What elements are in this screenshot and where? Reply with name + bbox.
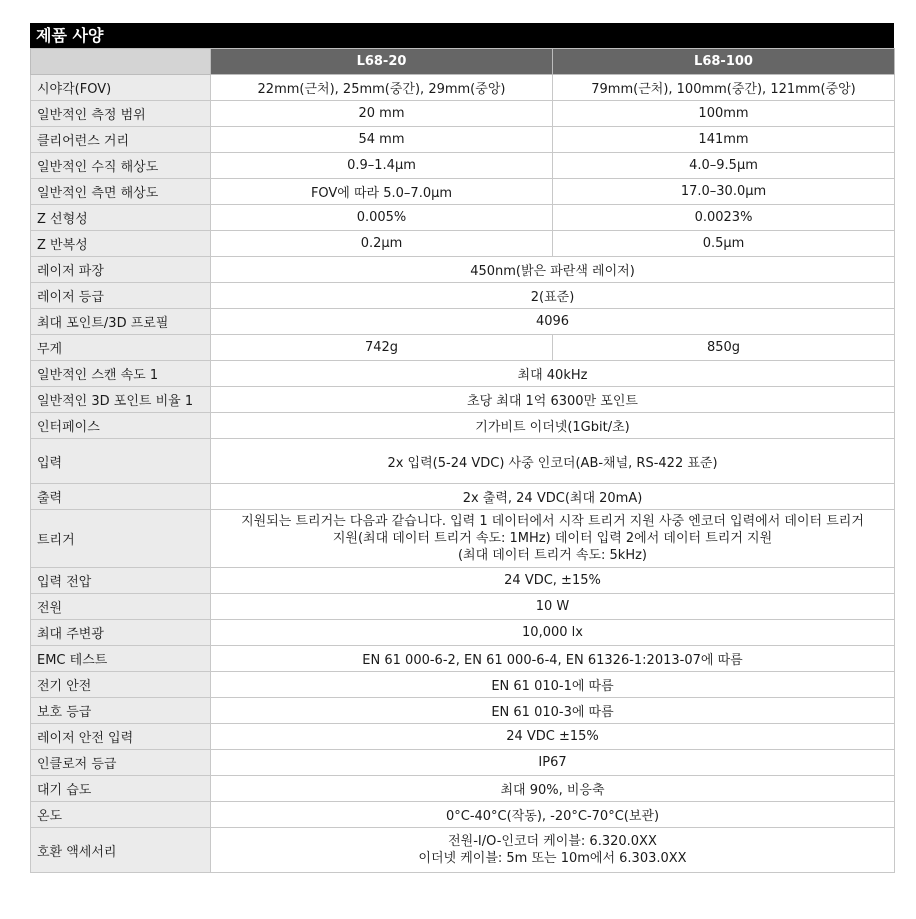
spec-label: 인터페이스 [31,413,211,439]
spec-value-shared: IP67 [211,750,895,776]
spec-value-line: 전원-I/O-인코더 케이블: 6.320.0XX [448,834,657,849]
spec-value-shared [211,828,895,873]
spec-label: 레이저 등급 [31,283,211,309]
spec-label: 레이저 안전 입력 [31,724,211,750]
spec-value-shared: 0°C-40°C(작동), -20°C-70°C(보관) [211,802,895,828]
spec-label: 보호 등급 [31,698,211,724]
spec-value-l68-20: 0.9–1.4µm [211,153,553,179]
table-row [31,413,895,439]
spec-label: 최대 포인트/3D 프로필 [31,309,211,335]
table-row [31,309,895,335]
column-header-l68-20: L68-20 [211,49,553,75]
table-row [31,387,895,413]
table-row [31,510,895,568]
spec-label: 온도 [31,802,211,828]
table-row [31,257,895,283]
spec-value-shared: 최대 40kHz [211,361,895,387]
spec-value-shared: EN 61 010-1에 따름 [211,672,895,698]
spec-label: 트리거 [31,510,211,568]
table-row [31,439,895,484]
spec-label: 일반적인 3D 포인트 비율 1 [31,387,211,413]
table-header-row [31,49,895,75]
spec-value-l68-100: 79mm(근처), 100mm(중간), 121mm(중앙) [553,75,895,101]
spec-value-l68-100: 0.0023% [553,205,895,231]
table-row [31,698,895,724]
spec-value-shared: 24 VDC ±15% [211,724,895,750]
spec-value-line: 지원되는 트리거는 다음과 같습니다. 입력 1 데이터에서 시작 트리거 지원 사중 엔코더 입력에서 데이터 트리거 [241,514,864,529]
spec-label: 최대 주변광 [31,620,211,646]
spec-value-shared: EN 61 010-3에 따름 [211,698,895,724]
spec-label: 일반적인 측면 해상도 [31,179,211,205]
spec-value-shared: EN 61 000-6-2, EN 61 000-6-4, EN 61326-1:2013-07에 따름 [211,646,895,672]
table-row [31,75,895,101]
spec-label: 출력 [31,484,211,510]
spec-value-l68-100: 850g [553,335,895,361]
table-row [31,646,895,672]
table-row [31,594,895,620]
spec-label: 레이저 파장 [31,257,211,283]
spec-value-l68-20: 742g [211,335,553,361]
spec-label: Z 선형성 [31,205,211,231]
table-row [31,620,895,646]
table-row [31,101,895,127]
table-row [31,672,895,698]
spec-value-l68-20: FOV에 따라 5.0–7.0µm [211,179,553,205]
spec-table [30,48,895,873]
column-header-label [31,49,211,75]
table-row [31,231,895,257]
spec-value-shared: 2(표준) [211,283,895,309]
spec-value-shared: 450nm(밝은 파란색 레이저) [211,257,895,283]
table-row [31,776,895,802]
spec-value-l68-100: 100mm [553,101,895,127]
spec-label: 전기 안전 [31,672,211,698]
spec-label: 일반적인 수직 해상도 [31,153,211,179]
spec-value-shared: 2x 출력, 24 VDC(최대 20mA) [211,484,895,510]
spec-sheet [30,23,894,873]
spec-value-l68-100: 17.0–30.0µm [553,179,895,205]
table-row [31,127,895,153]
spec-label: 입력 전압 [31,568,211,594]
table-row [31,205,895,231]
table-row [31,283,895,309]
spec-value-l68-100: 0.5µm [553,231,895,257]
spec-value-shared: 10,000 lx [211,620,895,646]
spec-value-line: (최대 데이터 트리거 속도: 5kHz) [457,548,648,563]
spec-label: 일반적인 스캔 속도 1 [31,361,211,387]
spec-value-shared: 4096 [211,309,895,335]
spec-value-l68-20: 20 mm [211,101,553,127]
spec-value-shared: 2x 입력(5-24 VDC) 사중 인코더(AB-채널, RS-422 표준) [211,439,895,484]
spec-label: 호환 액세서리 [31,828,211,873]
spec-label: EMC 테스트 [31,646,211,672]
spec-value-l68-20: 0.005% [211,205,553,231]
spec-label: 무게 [31,335,211,361]
table-row [31,484,895,510]
table-row [31,361,895,387]
spec-value-l68-20: 22mm(근처), 25mm(중간), 29mm(중앙) [211,75,553,101]
spec-value-l68-100: 141mm [553,127,895,153]
table-row [31,335,895,361]
spec-value-l68-100: 4.0–9.5µm [553,153,895,179]
spec-value-shared: 최대 90%, 비응축 [211,776,895,802]
spec-label: 일반적인 측정 범위 [31,101,211,127]
spec-value-shared: 기가비트 이더넷(1Gbit/초) [211,413,895,439]
table-row [31,750,895,776]
spec-label: 입력 [31,439,211,484]
spec-value-l68-20: 0.2µm [211,231,553,257]
spec-value-shared: 초당 최대 1억 6300만 포인트 [211,387,895,413]
spec-label: Z 반복성 [31,231,211,257]
table-row [31,724,895,750]
spec-value-l68-20: 54 mm [211,127,553,153]
table-row [31,802,895,828]
spec-label: 대기 습도 [31,776,211,802]
table-row [31,828,895,873]
table-row [31,568,895,594]
spec-label: 전원 [31,594,211,620]
spec-label: 인클로저 등급 [31,750,211,776]
column-header-l68-100: L68-100 [553,49,895,75]
spec-value-shared: 24 VDC, ±15% [211,568,895,594]
spec-label: 클리어런스 거리 [31,127,211,153]
spec-table-body [31,75,895,873]
spec-value-line: 지원(최대 데이터 트리거 속도: 1MHz) 데이터 입력 2에서 데이터 트리거 지원 [332,531,773,546]
table-row [31,153,895,179]
section-title: 제품 사양 [30,23,894,48]
table-row [31,179,895,205]
spec-value-line: 이더넷 케이블: 5m 또는 10m에서 6.303.0XX [418,851,687,866]
spec-value-shared [211,510,895,568]
spec-value-shared: 10 W [211,594,895,620]
spec-label: 시야각(FOV) [31,75,211,101]
